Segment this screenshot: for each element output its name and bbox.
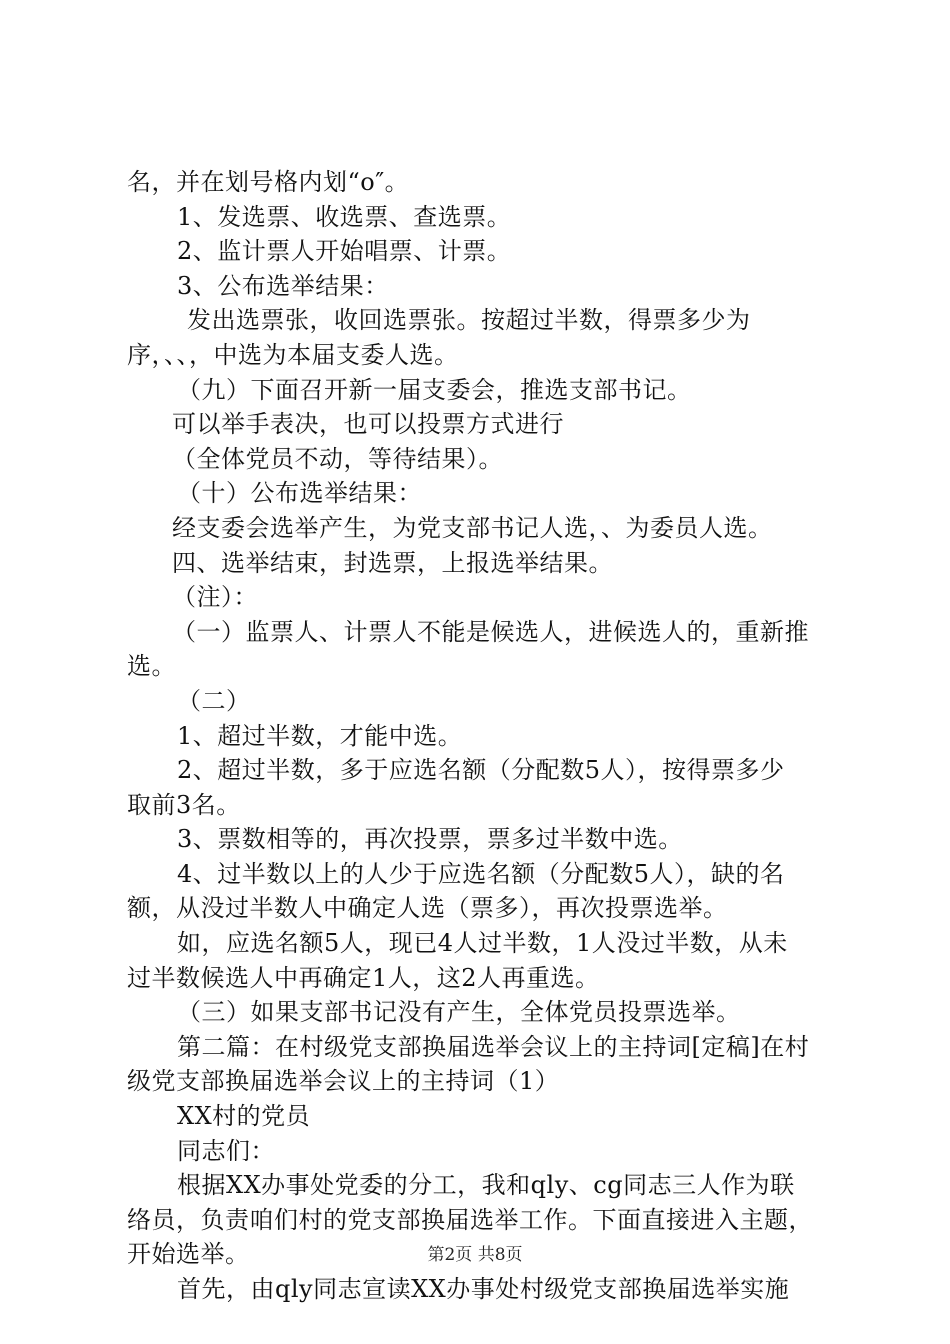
text-line: 如，应选名额5人，现已4人过半数，1人没过半数，从未 [177,929,788,958]
text-line: （全体党员不动，等待结果）。 [172,444,503,473]
text-line: 取前3名。 [127,790,241,819]
text-line: 序，、、，中选为本届支委人选。 [127,340,459,369]
text-line: XX村的党员 [177,1102,311,1131]
text-line: （十）公布选举结果： [177,479,422,508]
text-line: 第二篇：在村级党支部换届选举会议上的主持词[定稿]在村 [177,1032,810,1061]
text-line: （二） [177,686,251,715]
text-line: 络员，负责咱们村的党支部换届选举工作。下面直接进入主题， [127,1205,813,1234]
page-number: 第2页 共8页 [427,1245,523,1265]
text-line: 名，并在划号格内划“o″。 [127,168,410,196]
text-line: 3、公布选举结果： [177,271,389,300]
text-line: 2、超过半数，多于应选名额（分配数5人），按得票多少 [177,756,785,785]
text-line: （九）下面召开新一届支委会，推选支部书记。 [177,375,692,404]
text-line: 3、票数相等的，再次投票，票多过半数中选。 [177,825,683,854]
text-line: 开始选举。 [127,1240,250,1269]
text-line: 选。 [127,652,176,681]
text-line: 可以举手表决，也可以投票方式进行 [172,410,564,439]
document-body [127,165,837,1307]
text-line: （一）监票人、计票人不能是候选人，进候选人的，重新推 [172,617,809,646]
text-line: 额，从没过半数人中确定人选（票多），再次投票选举。 [127,894,728,923]
text-line: 四、选举结束，封选票，上报选举结果。 [172,548,613,577]
text-line: 经支委会选举产生，为党支部书记人选，、为委员人选。 [172,513,773,542]
text-line: 2、监计票人开始唱票、计票。 [177,237,512,266]
text-line: 发出选票张，收回选票张。按超过半数，得票多少为 [187,306,751,335]
text-line: 过半数候选人中再确定1人，这2人再重选。 [127,963,600,992]
text-line: （三）如果支部书记没有产生，全体党员投票选举。 [177,998,741,1027]
text-line: 首先，由qly同志宣读XX办事处村级党支部换届选举实施 [177,1275,790,1303]
text-line: 1、发选票、收选票、查选票。 [177,202,512,231]
text-line: 4、过半数以上的人少于应选名额（分配数5人），缺的名 [177,859,785,888]
text-line: 级党支部换届选举会议上的主持词（1） [127,1067,560,1096]
text-line: 根据XX办事处党委的分工，我和qly、cg同志三人作为联 [177,1171,795,1200]
text-line: （注）： [172,583,258,612]
text-line: 1、超过半数，才能中选。 [177,721,463,750]
text-line: 同志们： [177,1136,275,1165]
